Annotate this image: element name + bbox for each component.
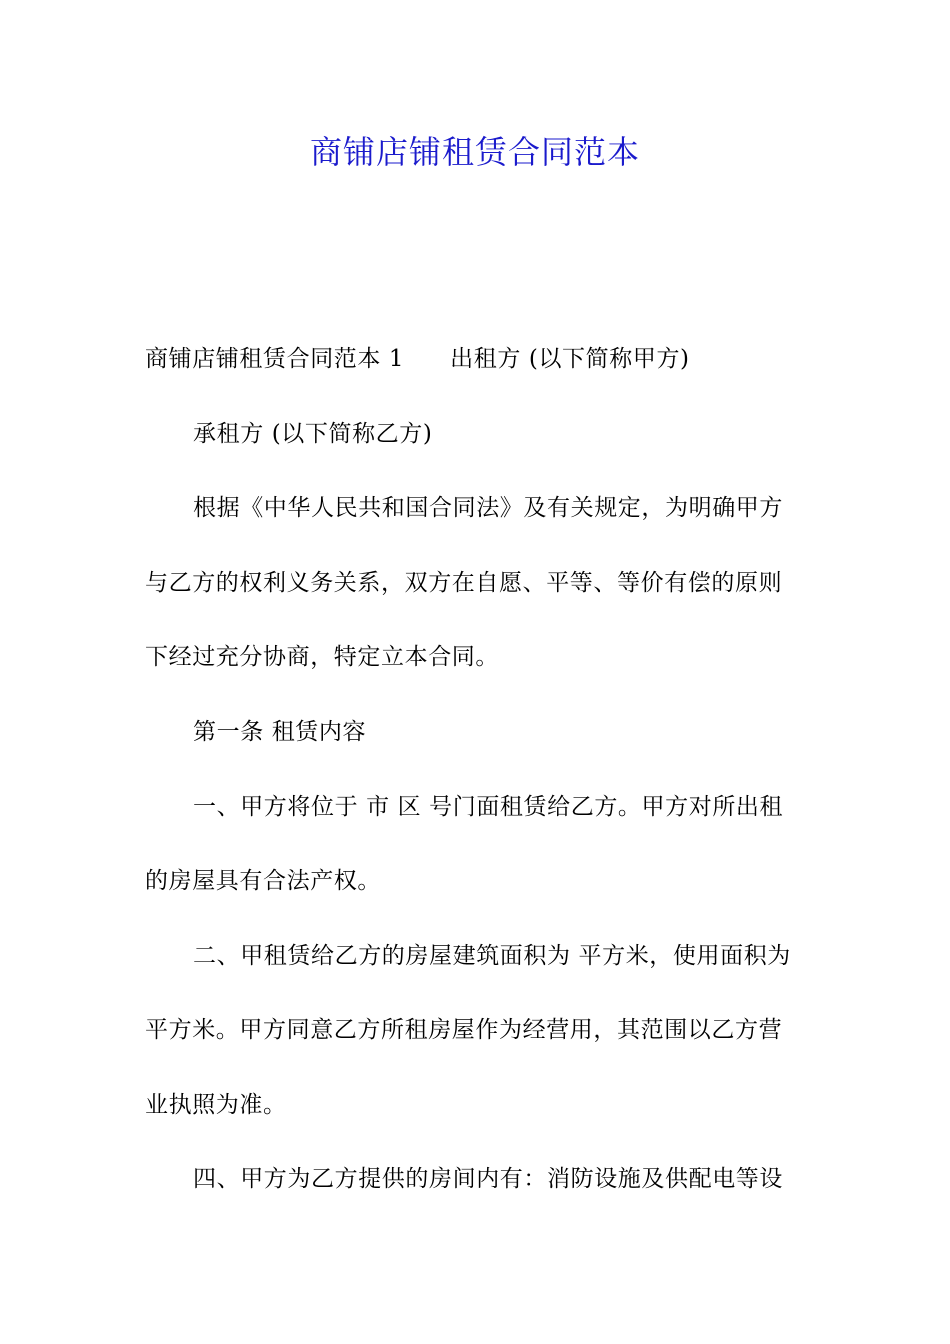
paragraph-line: 根据《中华人民共和国合同法》及有关规定，为明确甲方 [193,495,783,521]
paragraph-line: 业执照为准。 [145,1092,287,1118]
lessor-label: 出租方 (以下简称甲方) [450,346,690,372]
contract-heading: 商铺店铺租赁合同范本 1 [145,346,405,372]
paragraph-line: 二、甲租赁给乙方的房屋建筑面积为 平方米，使用面积为 [193,943,791,969]
article-heading: 第一条 租赁内容 [193,719,367,745]
paragraph-line: 的房屋具有合法产权。 [145,868,381,894]
paragraph-line: 一、甲方将位于 市 区 号门面租赁给乙方。甲方对所出租 [193,794,784,820]
document-title: 商铺店铺租赁合同范本 [309,133,640,171]
paragraph-line: 与乙方的权利义务关系，双方在自愿、平等、等价有偿的原则 [145,570,783,596]
paragraph-line: 平方米。甲方同意乙方所租房屋作为经营用，其范围以乙方营 [145,1017,783,1043]
paragraph-line: 下经过充分协商，特定立本合同。 [145,644,499,670]
lessee-label: 承租方 (以下简称乙方) [193,421,433,447]
paragraph-line: 四、甲方为乙方提供的房间内有：消防设施及供配电等设 [193,1166,783,1192]
document-line-1 [145,343,690,375]
